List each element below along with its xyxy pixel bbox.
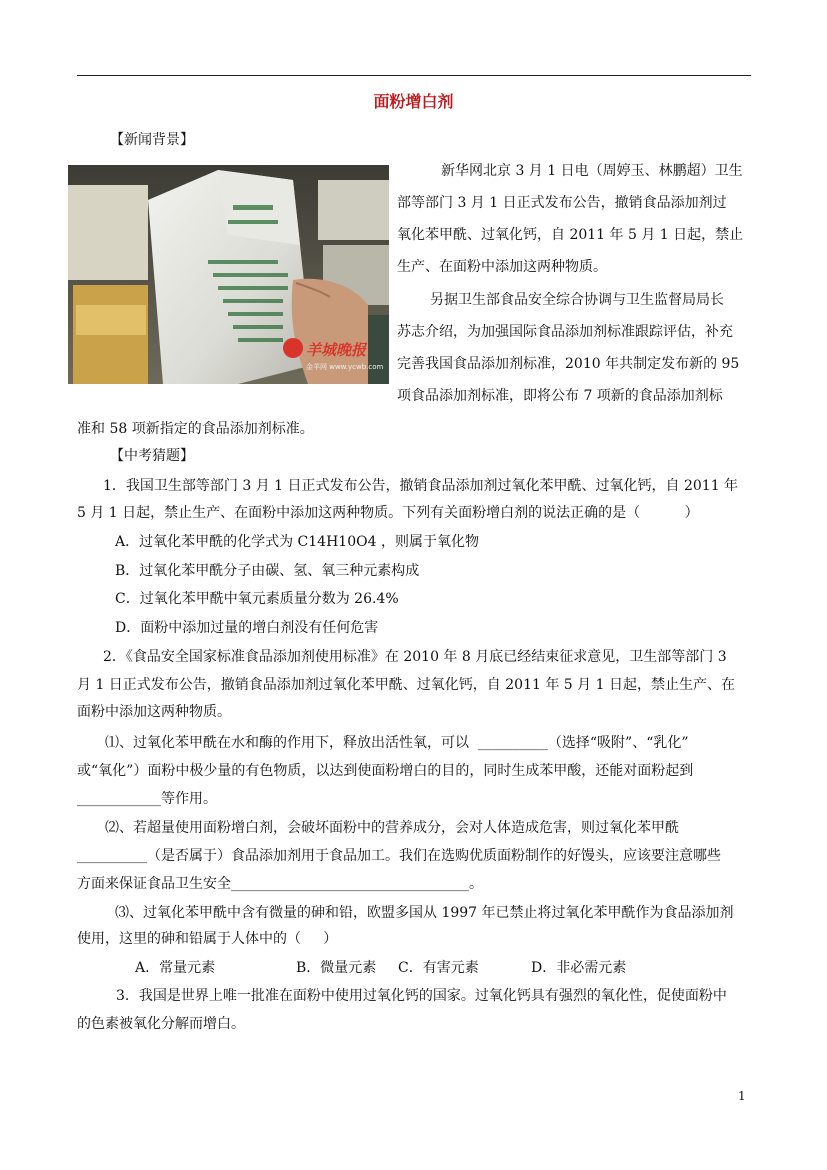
- q2-stem-line: 月 1 日正式发布公告，撤销食品添加剂过氧化苯甲酰、过氧化钙，自 2011 年 5 月 1 日起，禁止生产、在: [77, 677, 735, 693]
- q2-part3-line: 使用，这里的砷和铅属于人体中的（ ）: [77, 931, 338, 947]
- news-line: 苏志介绍，为加强国际食品添加剂标准跟踪评估，补充: [397, 324, 733, 340]
- q2-part2-line: 方面来保证食品卫生安全__________________________________。: [77, 876, 483, 892]
- news-line: 氧化苯甲酰、过氧化钙，自 2011 年 5 月 1 日起，禁止: [397, 227, 744, 243]
- q2-part3-option-b: B．微量元素: [296, 960, 377, 976]
- q2-part3-option-a: A．常量元素: [135, 960, 216, 976]
- q3-line: 3．我国是世界上唯一批准在面粉中使用过氧化钙的国家。过氧化钙具有强烈的氧化性，促使面粉中: [116, 988, 727, 1004]
- news-photo: [68, 165, 389, 384]
- q2-part1-line: ⑴、过氧化苯甲酰在水和酶的作用下，释放出活性氧，可以 __________（选择“吸附”、“乳化”: [105, 735, 689, 751]
- watermark-logo: 羊城晚报: [306, 341, 367, 359]
- q2-part2-line: __________（是否属于）食品添加剂用于食品加工。我们在选购优质面粉制作的好馒头，应该要注意哪些: [77, 848, 721, 864]
- q1-stem-line: 1．我国卫生部等部门 3 月 1 日正式发布公告，撤销食品添加剂过氧化苯甲酰、过氧化钙，自 2011 年: [103, 478, 739, 494]
- q1-option-a: A．过氧化苯甲酰的化学式为 C14H10O4 ，则属于氧化物: [115, 534, 479, 550]
- flour-bag-photo: [68, 165, 389, 384]
- q3-line: 的色素被氧化分解而增白。: [77, 1016, 245, 1032]
- q2-part3-line: ⑶、过氧化苯甲酰中含有微量的砷和铅，欧盟多国从 1997 年已禁止将过氧化苯甲酰作为食品添加剂: [115, 905, 734, 921]
- news-line: 生产、在面粉中添加这两种物质。: [397, 259, 607, 275]
- news-heading: 【新闻背景】: [110, 132, 194, 148]
- news-line: 完善我国食品添加剂标准，2010 年共制定发布新的 95: [397, 356, 740, 372]
- q2-part3-option-c: C．有害元素: [398, 960, 479, 976]
- q1-option-d: D．面粉中添加过量的增白剂没有任何危害: [115, 620, 379, 636]
- q2-part2-line: ⑵、若超量使用面粉增白剂，会破坏面粉中的营养成分，会对人体造成危害，则过氧化苯甲酰: [105, 820, 679, 836]
- q2-stem-line: 2．《食品安全国家标准食品添加剂使用标准》在 2010 年 8 月底已经结束征求意见，卫生部等部门 3: [103, 649, 727, 665]
- page-number: 1: [738, 1089, 746, 1103]
- news-line: 部等部门 3 月 1 日正式发布公告，撤销食品添加剂过: [397, 195, 727, 211]
- header-rule: [77, 75, 751, 76]
- q1-option-c: C．过氧化苯甲酰中氧元素质量分数为 26.4%: [115, 591, 399, 607]
- q2-part3-option-d: D．非必需元素: [531, 960, 627, 976]
- exam-heading: 【中考猜题】: [110, 448, 194, 464]
- news-line: 另据卫生部食品安全综合协调与卫生监督局局长: [430, 292, 724, 308]
- q1-stem-line: 5 月 1 日起，禁止生产、在面粉中添加这两种物质。下列有关面粉增白剂的说法正确的是（ ）: [77, 505, 699, 521]
- page-title: 面粉增白剂: [373, 92, 454, 111]
- news-line: 新华网北京 3 月 1 日电（周婷玉、林鹏超）卫生: [441, 163, 743, 179]
- news-line: 准和 58 项新指定的食品添加剂标准。: [77, 421, 314, 437]
- watermark-site: 金羊网 www.ycwb.com: [306, 363, 384, 371]
- q2-part1-line: ____________等作用。: [77, 791, 217, 807]
- q1-option-b: B．过氧化苯甲酰分子由碳、氢、氧三种元素构成: [115, 563, 420, 579]
- q2-stem-line: 面粉中添加这两种物质。: [77, 704, 231, 720]
- news-line: 项食品添加剂标准，即将公布 7 项新的食品添加剂标: [397, 388, 723, 404]
- q2-part1-line: 或“氧化”）面粉中极少量的有色物质，以达到使面粉增白的目的，同时生成苯甲酸，还能对面粉起到: [77, 763, 694, 779]
